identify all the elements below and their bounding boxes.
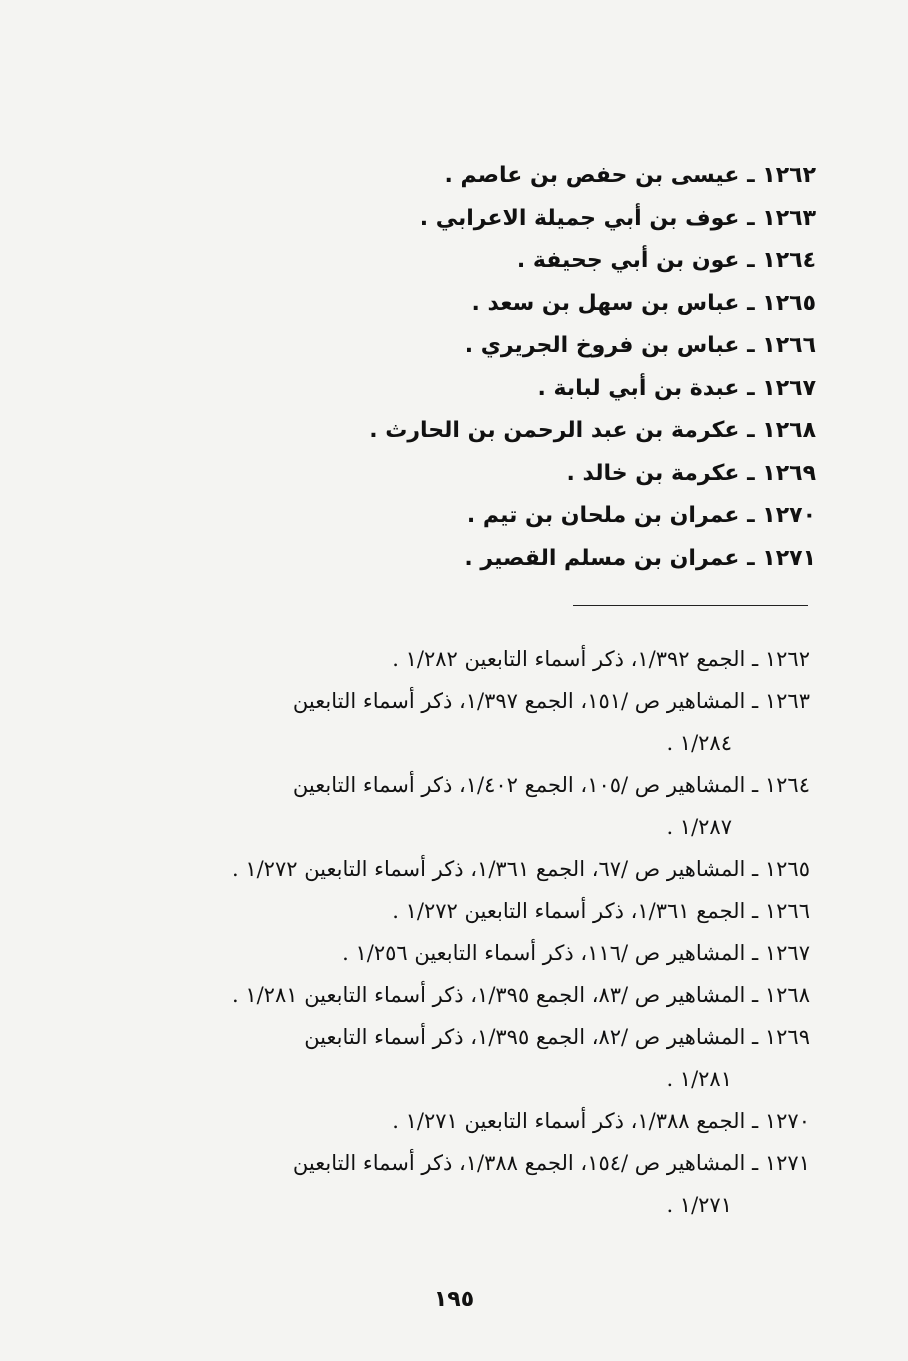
entry-1262: ١٢٦٢ ـ عيسى بن حفص بن عاصم . (444, 163, 816, 188)
footnotes-list (130, 638, 810, 1226)
entry-1264: ١٢٦٤ ـ عون بن أبي جحيفة . (516, 248, 816, 273)
footnote-1267: ١٢٦٧ ـ المشاهير ص /١١٦، ذكر أسماء التابعين ١/٢٥٦ . (342, 941, 810, 965)
footnote-1271-continued: ١/٢٧١ . (666, 1193, 732, 1217)
footnote-1270: ١٢٧٠ ـ الجمع ١/٣٨٨، ذكر أسماء التابعين ١/٢٧١ . (392, 1109, 810, 1133)
footnote-1263-continued: ١/٢٨٤ . (666, 731, 732, 755)
entry-1263: ١٢٦٣ ـ عوف بن أبي جميلة الاعرابي . (419, 205, 816, 231)
footnote-1264: ١٢٦٤ ـ المشاهير ص /١٠٥، الجمع ١/٤٠٢، ذكر أسماء التابعين (292, 773, 810, 797)
entry-1269: ١٢٦٩ ـ عكرمة بن خالد . (566, 460, 816, 486)
footnote-1269-continued: ١/٢٨١ . (666, 1067, 732, 1091)
footnote-1268: ١٢٦٨ ـ المشاهير ص /٨٣، الجمع ١/٣٩٥، ذكر أسماء التابعين ١/٢٨١ . (231, 983, 810, 1007)
entry-1267: ١٢٦٧ ـ عبدة بن أبي لبابة . (537, 375, 816, 401)
footnote-1264-continued: ١/٢٨٧ . (666, 815, 732, 839)
footnote-1266: ١٢٦٦ ـ الجمع ١/٣٦١، ذكر أسماء التابعين ١/٢٧٢ . (392, 899, 810, 923)
entry-1268: ١٢٦٨ ـ عكرمة بن عبد الرحمن بن الحارث . (369, 418, 816, 443)
footnote-1265: ١٢٦٥ ـ المشاهير ص /٦٧، الجمع ١/٣٦١، ذكر أسماء التابعين ١/٢٧٢ . (231, 857, 810, 881)
entry-1265: ١٢٦٥ ـ عباس بن سهل بن سعد . (471, 290, 816, 316)
footnote-separator (573, 605, 808, 606)
entry-1266: ١٢٦٦ ـ عباس بن فروخ الجريري . (464, 333, 816, 358)
entry-1271: ١٢٧١ ـ عمران بن مسلم القصير . (464, 545, 816, 571)
footnote-1271: ١٢٧١ ـ المشاهير ص /١٥٤، الجمع ١/٣٨٨، ذكر أسماء التابعين (292, 1151, 810, 1175)
entry-1270: ١٢٧٠ ـ عمران بن ملحان بن تيم . (466, 503, 816, 528)
footnote-1269: ١٢٦٩ ـ المشاهير ص /٨٢، الجمع ١/٣٩٥، ذكر أسماء التابعين (304, 1025, 810, 1049)
footnote-1262: ١٢٦٢ ـ الجمع ١/٣٩٢، ذكر أسماء التابعين ١/٢٨٢ . (392, 647, 810, 671)
footnote-1263: ١٢٦٣ ـ المشاهير ص /١٥١، الجمع ١/٣٩٧، ذكر أسماء التابعين (292, 689, 810, 713)
biography-entries-list (369, 155, 816, 580)
page-number: ١٩٥ (433, 1287, 475, 1312)
